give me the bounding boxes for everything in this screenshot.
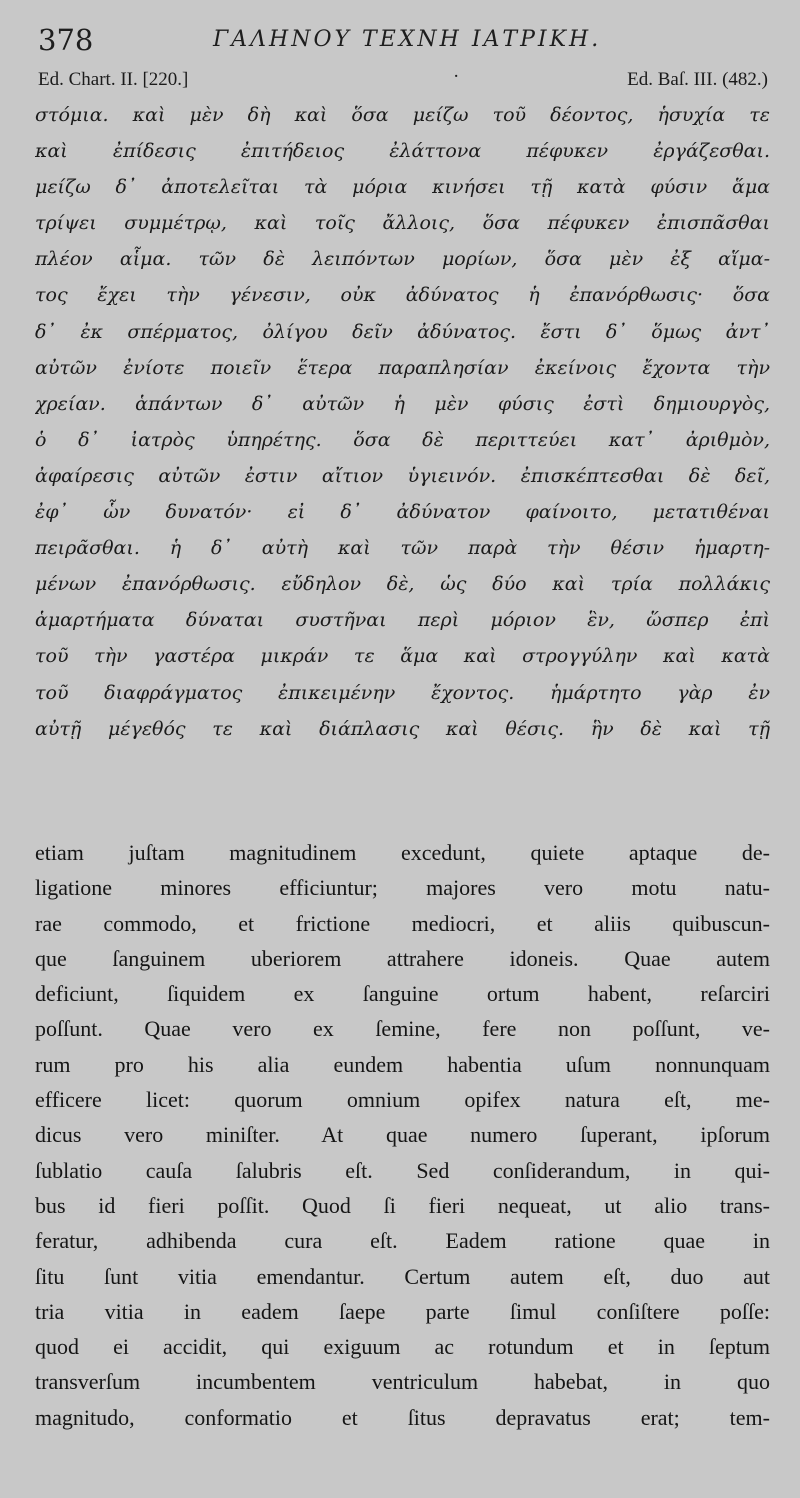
latin-text-line: transverſum incumbentem ventriculum habebat, in quo xyxy=(35,1369,770,1395)
latin-text-line: que ſanguinem uberiorem attrahere idoneis. Quae autem xyxy=(35,945,770,971)
latin-text-line: feratur, adhibenda cura eſt. Eadem ratione quae in xyxy=(35,1228,770,1254)
greek-text-line: αὐτῇ μέγεθός τε καὶ διάπλασις καὶ θέσις. ἣν δὲ καὶ τῇ xyxy=(35,717,770,740)
latin-text-line: ligatione minores efficiuntur; majores vero motu natu- xyxy=(35,875,770,901)
latin-text-line: ſitu ſunt vitia emendantur. Certum autem eſt, duo aut xyxy=(35,1263,770,1289)
greek-text-line: στόμια. καὶ μὲν δὴ καὶ ὅσα μείζω τοῦ δέοντος, ἡσυχία τε xyxy=(35,104,770,126)
latin-text-line: rae commodo, et frictione mediocri, et aliis quibuscun- xyxy=(35,910,770,936)
edition-reference-line xyxy=(38,66,768,94)
greek-text-line: πειρᾶσθαι. ἡ δ᾽ αὐτὴ καὶ τῶν παρὰ τὴν θέσιν ἡμαρτη- xyxy=(35,537,770,560)
greek-text-line: χρείαν. ἁπάντων δ᾽ αὐτῶν ἡ μὲν φύσις ἐστὶ δημιουργὸς, xyxy=(35,392,770,415)
greek-text-line: ἁμαρτήματα δύναται συστῆναι περὶ μόριον ἓν, ὥσπερ ἐπὶ xyxy=(35,609,770,632)
latin-text-block xyxy=(35,835,770,1435)
greek-text-line: πλέον αἷμα. τῶν δὲ λειπόντων μορίων, ὅσα μὲν ἐξ αἵμα- xyxy=(35,248,770,271)
latin-text-line: deficiunt, ſiquidem ex ſanguine ortum habent, reſarciri xyxy=(35,981,770,1007)
latin-text-line: poſſunt. Quae vero ex ſemine, fere non poſſunt, ve- xyxy=(35,1016,770,1042)
greek-text-line: τοῦ διαφράγματος ἐπικειμένην ἔχοντος. ἡμάρτητο γὰρ ἐν xyxy=(35,681,770,704)
latin-text-line: tria vitia in eadem ſaepe parte ſimul conſiſtere poſſe: xyxy=(35,1298,770,1324)
greek-text-line: καὶ ἐπίδεσις ἐπιτήδειος ἐλάττονα πέφυκεν ἐργάζεσθαι. xyxy=(35,140,770,163)
greek-text-line: αὐτῶν ἐνίοτε ποιεῖν ἕτερα παραπλησίαν ἐκείνοις ἔχοντα τὴν xyxy=(35,356,770,379)
edition-reference-left: Ed. Chart. II. [220.] xyxy=(38,69,189,90)
latin-text-line: efficere licet: quorum omnium opifex natura eſt, me- xyxy=(35,1087,770,1113)
latin-text-line: dicus vero miniſter. At quae numero ſuperant, ipſorum xyxy=(35,1122,770,1148)
greek-text-line: τος ἔχει τὴν γένεσιν, οὐκ ἀδύνατος ἡ ἐπανόρθωσις· ὅσα xyxy=(35,284,770,307)
edition-reference-right: Ed. Baſ. III. (482.) xyxy=(627,69,768,90)
greek-text-line: ἐφ᾽ ὧν δυνατόν· εἰ δ᾽ ἀδύνατον φαίνοιτο, μετατιθέναι xyxy=(35,501,770,524)
running-title: ΓΑΛΗΝΟΥ ΤΕΧΝΗ ΙΑΤΡΙΚΗ. xyxy=(213,27,602,52)
latin-text-line: etiam juſtam magnitudinem excedunt, quiete aptaque de- xyxy=(35,840,770,865)
latin-text-line: bus id fieri poſſit. Quod ſi fieri nequeat, ut alio trans- xyxy=(35,1192,770,1218)
page-header xyxy=(38,20,778,60)
greek-text-line: μένων ἐπανόρθωσις. εὔδηλον δὲ, ὡς δύο καὶ τρία πολλάκις xyxy=(35,573,770,596)
greek-text-line: τρίψει συμμέτρῳ, καὶ τοῖς ἄλλοις, ὅσα πέφυκεν ἐπισπᾶσθαι xyxy=(35,212,770,235)
greek-text-line: ἀφαίρεσις αὐτῶν ἐστιν αἴτιον ὑγιεινόν. ἐπισκέπτεσθαι δὲ δεῖ, xyxy=(35,464,770,487)
edition-reference-separator: · xyxy=(453,66,460,87)
latin-text-line: rum pro his alia eundem habentia uſum nonnunquam xyxy=(35,1051,770,1077)
latin-text-line: ſublatio cauſa ſalubris eſt. Sed conſiderandum, in qui- xyxy=(35,1157,770,1183)
greek-text-line: τοῦ τὴν γαστέρα μικράν τε ἅμα καὶ στρογγύλην καὶ κατὰ xyxy=(35,645,770,668)
greek-text-block xyxy=(35,97,770,747)
greek-text-line: μείζω δ᾽ ἀποτελεῖται τὰ μόρια κινήσει τῇ κατὰ φύσιν ἅμα xyxy=(35,176,770,199)
latin-text-line: quod ei accidit, qui exiguum ac rotundum et in ſeptum xyxy=(35,1334,770,1360)
greek-text-line: ὁ δ᾽ ἰατρὸς ὑπηρέτης. ὅσα δὲ περιττεύει κατ᾽ ἀριθμὸν, xyxy=(35,428,770,451)
latin-text-line: magnitudo, conformatio et ſitus depravatus erat; tem- xyxy=(35,1404,770,1430)
greek-text-line: δ᾽ ἐκ σπέρματος, ὀλίγου δεῖν ἀδύνατος. ἔστι δ᾽ ὅμως ἀντ᾽ xyxy=(35,320,770,343)
page-number: 378 xyxy=(38,23,94,57)
